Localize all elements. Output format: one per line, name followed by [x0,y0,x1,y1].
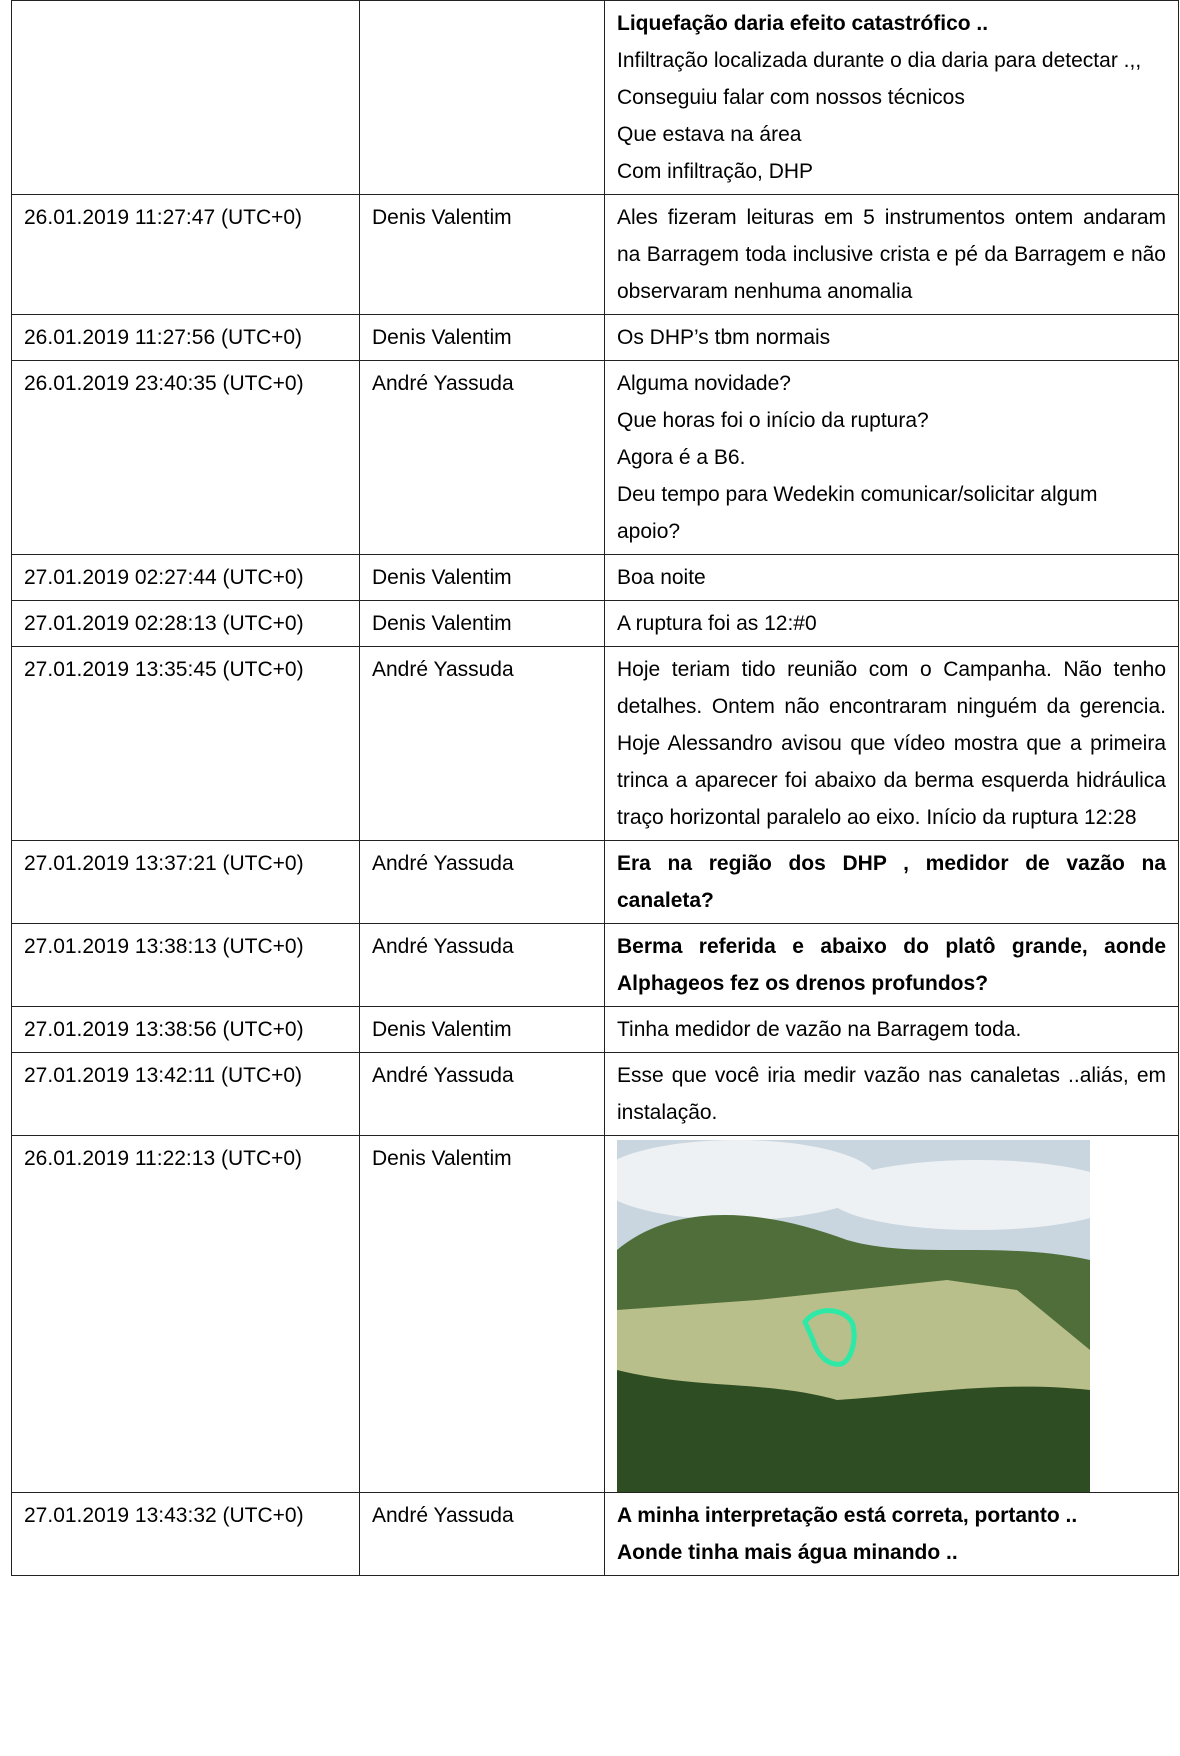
table-row [12,361,1179,555]
sender-cell: André Yassuda [360,924,605,1007]
timestamp-cell: 27.01.2019 13:37:21 (UTC+0) [12,841,360,924]
timestamp-cell: 27.01.2019 13:42:11 (UTC+0) [12,1053,360,1136]
message-text: Infiltração localizada durante o dia daria para detectar .,, [617,49,1142,72]
table-row [12,195,1179,315]
message-log-body [12,1,1179,1576]
timestamp-cell: 26.01.2019 23:40:35 (UTC+0) [12,361,360,555]
message-cell [605,195,1179,315]
table-row [12,1007,1179,1053]
table-row [12,1136,1179,1493]
timestamp-cell: 27.01.2019 02:27:44 (UTC+0) [12,555,360,601]
timestamp-cell: 27.01.2019 13:43:32 (UTC+0) [12,1493,360,1576]
table-row [12,924,1179,1007]
message-text: Com infiltração, DHP [617,160,814,183]
message-text: Aonde tinha mais água minando .. [617,1541,958,1564]
table-row [12,555,1179,601]
timestamp-cell: 26.01.2019 11:22:13 (UTC+0) [12,1136,360,1493]
message-text: Conseguiu falar com nossos técnicos [617,86,965,109]
message-cell [605,841,1179,924]
sender-cell: André Yassuda [360,647,605,841]
message-text: Alguma novidade? [617,372,791,395]
message-text: Os DHP’s tbm normais [617,326,831,349]
message-text: Ales fizeram leituras em 5 instrumentos ontem andaram na Barragem toda inclusive crista e pé da Barragem e não observaram nenhuma anomalia [617,206,1166,303]
message-cell [605,361,1179,555]
timestamp-cell: 26.01.2019 11:27:56 (UTC+0) [12,315,360,361]
table-row [12,1053,1179,1136]
sender-cell: André Yassuda [360,1053,605,1136]
message-cell [605,1136,1179,1493]
message-text: Berma referida e abaixo do platô grande, aonde Alphageos fez os drenos profundos? [617,935,1166,995]
sender-cell: Denis Valentim [360,555,605,601]
timestamp-cell: 27.01.2019 13:38:13 (UTC+0) [12,924,360,1007]
table-row [12,1493,1179,1576]
message-text: Agora é a B6. [617,446,746,469]
timestamp-cell: 26.01.2019 11:27:47 (UTC+0) [12,195,360,315]
message-cell [605,1,1179,195]
table-row [12,1,1179,195]
table-row [12,841,1179,924]
message-cell [605,647,1179,841]
sender-cell: André Yassuda [360,841,605,924]
message-text: Hoje teriam tido reunião com o Campanha. Não tenho detalhes. Ontem não encontraram ninguém da gerencia. Hoje Alessandro avisou que vídeo mostra que a primeira trinca a aparecer foi abaixo da berma esquerda hidráulica traço horizontal paralelo ao eixo. Início da ruptura 12:28 [617,658,1166,829]
timestamp-cell: 27.01.2019 13:35:45 (UTC+0) [12,647,360,841]
table-row [12,601,1179,647]
message-cell [605,1007,1179,1053]
message-cell [605,1053,1179,1136]
message-text: A minha interpretação está correta, portanto .. [617,1504,1078,1527]
table-row [12,315,1179,361]
sender-cell: Denis Valentim [360,315,605,361]
message-cell [605,924,1179,1007]
message-text: A ruptura foi as 12:#0 [617,612,817,635]
message-text: Liquefação daria efeito catastrófico .. [617,12,989,35]
timestamp-cell: 27.01.2019 13:38:56 (UTC+0) [12,1007,360,1053]
dam-photo [617,1140,1090,1492]
sender-cell: Denis Valentim [360,1136,605,1493]
message-text: Deu tempo para Wedekin comunicar/solicitar algum apoio? [617,483,1098,543]
message-text: Que estava na área [617,123,802,146]
message-cell [605,555,1179,601]
message-cell [605,601,1179,647]
timestamp-cell [12,1,360,195]
message-text: Era na região dos DHP , medidor de vazão na canaleta? [617,852,1166,912]
message-cell [605,1493,1179,1576]
sender-cell: Denis Valentim [360,195,605,315]
sender-cell [360,1,605,195]
sender-cell: André Yassuda [360,361,605,555]
message-text: Tinha medidor de vazão na Barragem toda. [617,1018,1022,1041]
message-log-table [11,0,1179,1576]
sender-cell: Denis Valentim [360,1007,605,1053]
timestamp-cell: 27.01.2019 02:28:13 (UTC+0) [12,601,360,647]
sender-cell: Denis Valentim [360,601,605,647]
table-row [12,647,1179,841]
message-text: Que horas foi o início da ruptura? [617,409,929,432]
message-text: Boa noite [617,566,706,589]
message-cell [605,315,1179,361]
message-text: Esse que você iria medir vazão nas canaletas ..aliás, em instalação. [617,1064,1166,1124]
sender-cell: André Yassuda [360,1493,605,1576]
